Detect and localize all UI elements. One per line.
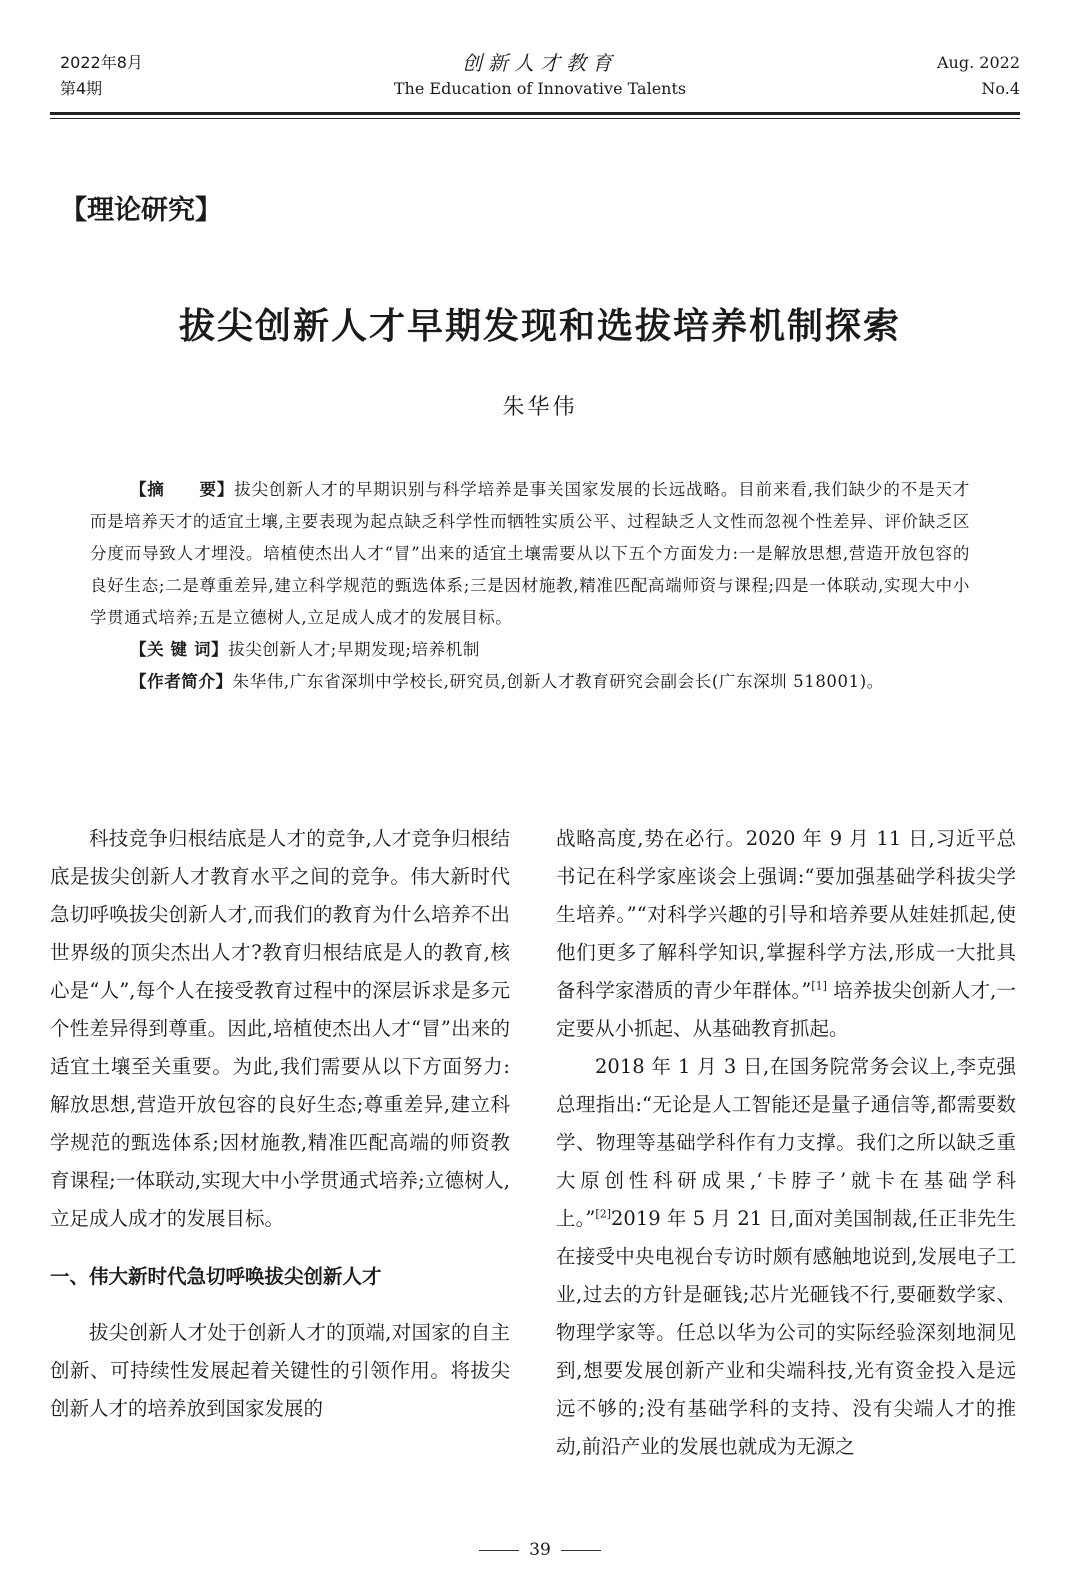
page-number: 39 <box>529 1540 551 1560</box>
body-paragraph <box>556 1048 1016 1466</box>
header-right <box>937 50 1020 102</box>
abstract-text: 拔尖创新人才的早期识别与科学培养是事关国家发展的长远战略。目前来看,我们缺少的不是天才而是培养天才的适宜土壤,主要表现为起点缺乏科学性而牺牲实质公平、过程缺乏人文性而忽视个性差异、评价缺乏区分度而导致人才埋没。培植使杰出人才“冒”出来的适宜土壤需要从以下五个方面发力:一是解放思想,营造开放包容的良好生态;二是尊重差异,建立科学规范的甄选体系;三是因材施教,精准匹配高端师资与课程;四是一体联动,实现大中小学贯通式培养;五是立德树人,立足成人成才的发展目标。 <box>90 480 971 627</box>
citation-ref[interactable]: [2] <box>595 1207 611 1221</box>
footer-dash-left <box>479 1550 519 1551</box>
page-header <box>60 50 1020 120</box>
body-text: 战略高度,势在必行。2020 年 9 月 11 日,习近平总书记在科学家座谈会上强调:“要加强基础学科拔尖学生培养。”“对科学兴趣的引导和培养要从娃娃抓起,使他们更多了解科学知识,掌握科学方法,形成一大批具备科学家潜质的青少年群体。” <box>556 827 1016 1002</box>
section-heading: 一、伟大新时代急切呼唤拔尖创新人才 <box>50 1265 382 1288</box>
header-rule-thick <box>50 112 1020 115</box>
section-tag: 【理论研究】 <box>60 195 222 226</box>
page-footer <box>0 1540 1080 1560</box>
journal-name-en: The Education of Innovative Talents <box>393 79 687 98</box>
bio-label: 【作者简介】 <box>130 672 233 691</box>
citation-ref[interactable]: [1] <box>811 979 827 993</box>
header-date-cn: 2022年8月 <box>60 53 143 72</box>
header-issue-cn: 第4期 <box>60 79 103 98</box>
bio-paragraph <box>90 666 970 698</box>
body-text: 2018 年 1 月 3 日,在国务院常务会议上,李克强总理指出:“无论是人工智能还是量子通信等,都需要数学、物理等基础学科作有力支撑。我们之所以缺乏重大原创性科研成果,‘卡脖子’就卡在基础学科上。” <box>556 1055 1016 1230</box>
body-column-left <box>50 820 510 1428</box>
article-author: 朱华伟 <box>502 395 578 420</box>
body-text: 培养拔尖创新人才,一定要从小抓起、从基础教育抓起。 <box>556 979 1016 1040</box>
header-issue-en: No.4 <box>981 79 1020 98</box>
header-date-en: Aug. 2022 <box>937 53 1020 72</box>
bio-text: 朱华伟,广东省深圳中学校长,研究员,创新人才教育研究会副会长(广东深圳 518001)。 <box>232 672 884 691</box>
header-rule-thin <box>50 118 1020 119</box>
journal-name-cn: 创新人才教育 <box>462 51 618 75</box>
header-journal <box>60 50 1020 102</box>
body-text: 2019 年 5 月 21 日,面对美国制裁,任正非先生在接受中央电视台专访时颇有感触地说到,发展电子工业,过去的方针是砸钱;芯片光砸钱不行,要砸数学家、物理学家等。任总以华为公司的实际经验深刻地洞见到,想要发展创新产业和尖端科技,光有资金投入是远远不够的;没有基础学科的支持、没有尖端人才的推动,前沿产业的发展也就成为无源之 <box>556 1207 1016 1458</box>
article-title: 拔尖创新人才早期发现和选拔培养机制探索 <box>178 306 901 347</box>
keywords-paragraph <box>90 634 970 666</box>
body-paragraph: 科技竞争归根结底是人才的竞争,人才竞争归根结底是拔尖创新人才教育水平之间的竞争。伟大新时代急切呼唤拔尖创新人才,而我们的教育为什么培养不出世界级的顶尖杰出人才?教育归根结底是人的教育,核心是“人”,每个人在接受教育过程中的深层诉求是多元个性差异得到尊重。因此,培植使杰出人才“冒”出来的适宜土壤至关重要。为此,我们需要从以下方面努力:解放思想,营造开放包容的良好生态;尊重差异,建立科学规范的甄选体系;因材施教,精准匹配高端的师资教育课程;一体联动,实现大中小学贯通式培养;立德树人,立足成人成才的发展目标。 <box>50 827 510 1230</box>
abstract-block <box>90 474 970 698</box>
abstract-label: 【摘 要】 <box>130 480 235 499</box>
keywords-label: 【关 键 词】 <box>130 640 229 659</box>
footer-dash-right <box>561 1550 601 1551</box>
body-paragraph: 拔尖创新人才处于创新人才的顶端,对国家的自主创新、可持续性发展起着关键性的引领作用。将拔尖创新人才的培养放到国家发展的 <box>50 1321 510 1420</box>
abstract-paragraph <box>90 474 970 634</box>
keywords-text: 拔尖创新人才;早期发现;培养机制 <box>228 640 480 659</box>
body-paragraph <box>556 820 1016 1048</box>
body-column-right <box>556 820 1016 1466</box>
